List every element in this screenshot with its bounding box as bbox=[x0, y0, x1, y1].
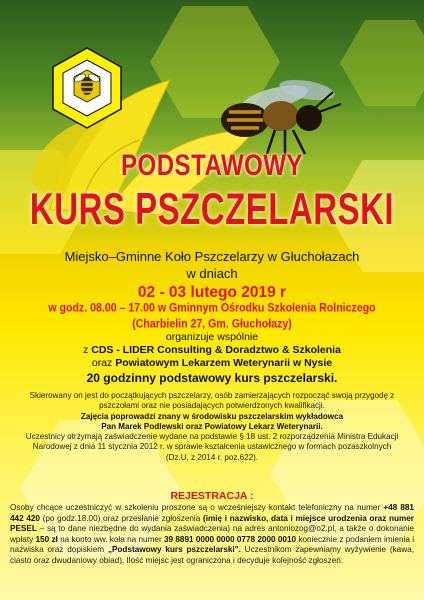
partner-2-name: Powiatowym Lekarzem Weterynarii w Nysie bbox=[115, 357, 333, 369]
organizer-name: Miejsko–Gminne Koło Pszczelarzy w Głuchołazach bbox=[64, 249, 360, 264]
course-dates: 02 - 03 lutego 2019 r bbox=[137, 284, 287, 301]
registration-text: Osoby chcące uczestniczyć w szkoleniu proszone są o wcześniejszy kontakt telefoniczny na numer +48 881 442 420 (po godz.18.00) oraz przesłanie zgłoszenia (imię i nazwisko, data i miejsce urodzenia oraz numer PESEL – są to dane niezbędne do wydania zaświadczenia) na adres antonioz​og@o2.pl, a także o dokonanie wpłaty 150 zł na konto ww. koła na numer 39 8891 0000 0000 0778 2000 0010 koniecznie z podaniem imienia i nazwiska oraz dopiskiem „Podstawowy kurs pszczelarski". Uczestnikom zapewniamy wyżywienie (kawa, ciasto oraz dwudaniowy obiad). Ilość miejsc jest ograniczona i decyduje kolejność zgłoszeń. bbox=[10, 503, 415, 565]
contact-phone: +48 881 442 420 bbox=[10, 503, 414, 523]
course-place bbox=[0, 300, 424, 332]
transfer-note: „Podstawowy kurs pszczelarski". bbox=[107, 545, 241, 555]
partner-1-name: CDS - LIDER Consulting & Doradztwo & Szkolenia bbox=[91, 344, 341, 356]
registration-heading: REJESTRACJA : bbox=[170, 490, 254, 502]
bank-account: 39 8891 0000 0000 0778 2000 0010 bbox=[163, 534, 297, 544]
description-audience: Skierowany on jest do początkujących pszczelarzy, osób zamierzających rozpocząć swoją przygodę z pszczołami oraz nie posiadających potwierdzonych kwalifikacji. bbox=[29, 391, 395, 411]
organizer-dates-intro: w dniach bbox=[186, 266, 238, 281]
course-fee: 150 zł bbox=[35, 534, 58, 544]
course-hours-venue: w godz. 08.00 – 17.00 w Gminnym Ośrodku Szkolenia Rolniczego bbox=[48, 301, 376, 315]
title-line-2: KURS PSZCZELARSKI bbox=[29, 183, 395, 234]
description-lecturer-name: Pan Marek Podlewski oraz Powiatowy Lekarz Weterynarii. bbox=[101, 421, 323, 431]
cooperation bbox=[0, 331, 424, 370]
course-address: (Charbielin 27, Gm. Głuchołazy) bbox=[132, 317, 292, 331]
bee-image bbox=[215, 50, 365, 160]
title-line-1: PODSTAWOWY bbox=[121, 148, 303, 183]
partner-2: oraz Powiatowym Lekarzem Weterynarii w Nysie bbox=[91, 357, 333, 369]
course-description bbox=[22, 391, 402, 463]
cooperation-intro: organizuje wspólnie bbox=[165, 331, 259, 343]
association-logo bbox=[50, 46, 124, 130]
course-name: 20 godzinny podstawowy kurs pszczelarski. bbox=[86, 371, 338, 385]
description-lecturer-intro: Zajęcia poprowadzi znany w środowisku pszczelarskim wykładowca bbox=[80, 411, 344, 421]
partner-1: z CDS - LIDER Consulting & Doradztwo & Szkolenia bbox=[83, 344, 341, 356]
description-certificate: Uczestnicy otrzymają zaświadczenie wydane na podstawie § 18 ust. 2 rozporządzenia Ministra Edukacji Narodowej z dnia 11 stycznia 2012 r. w sprawie kształcenia ustawicznego w formach pozaszkolnych (Dz.U. z 2014 r. poz.622). bbox=[25, 432, 399, 462]
organizer bbox=[0, 248, 424, 282]
required-data: (imię i nazwisko, data i miejsce urodzenia oraz numer PESEL bbox=[10, 513, 414, 534]
